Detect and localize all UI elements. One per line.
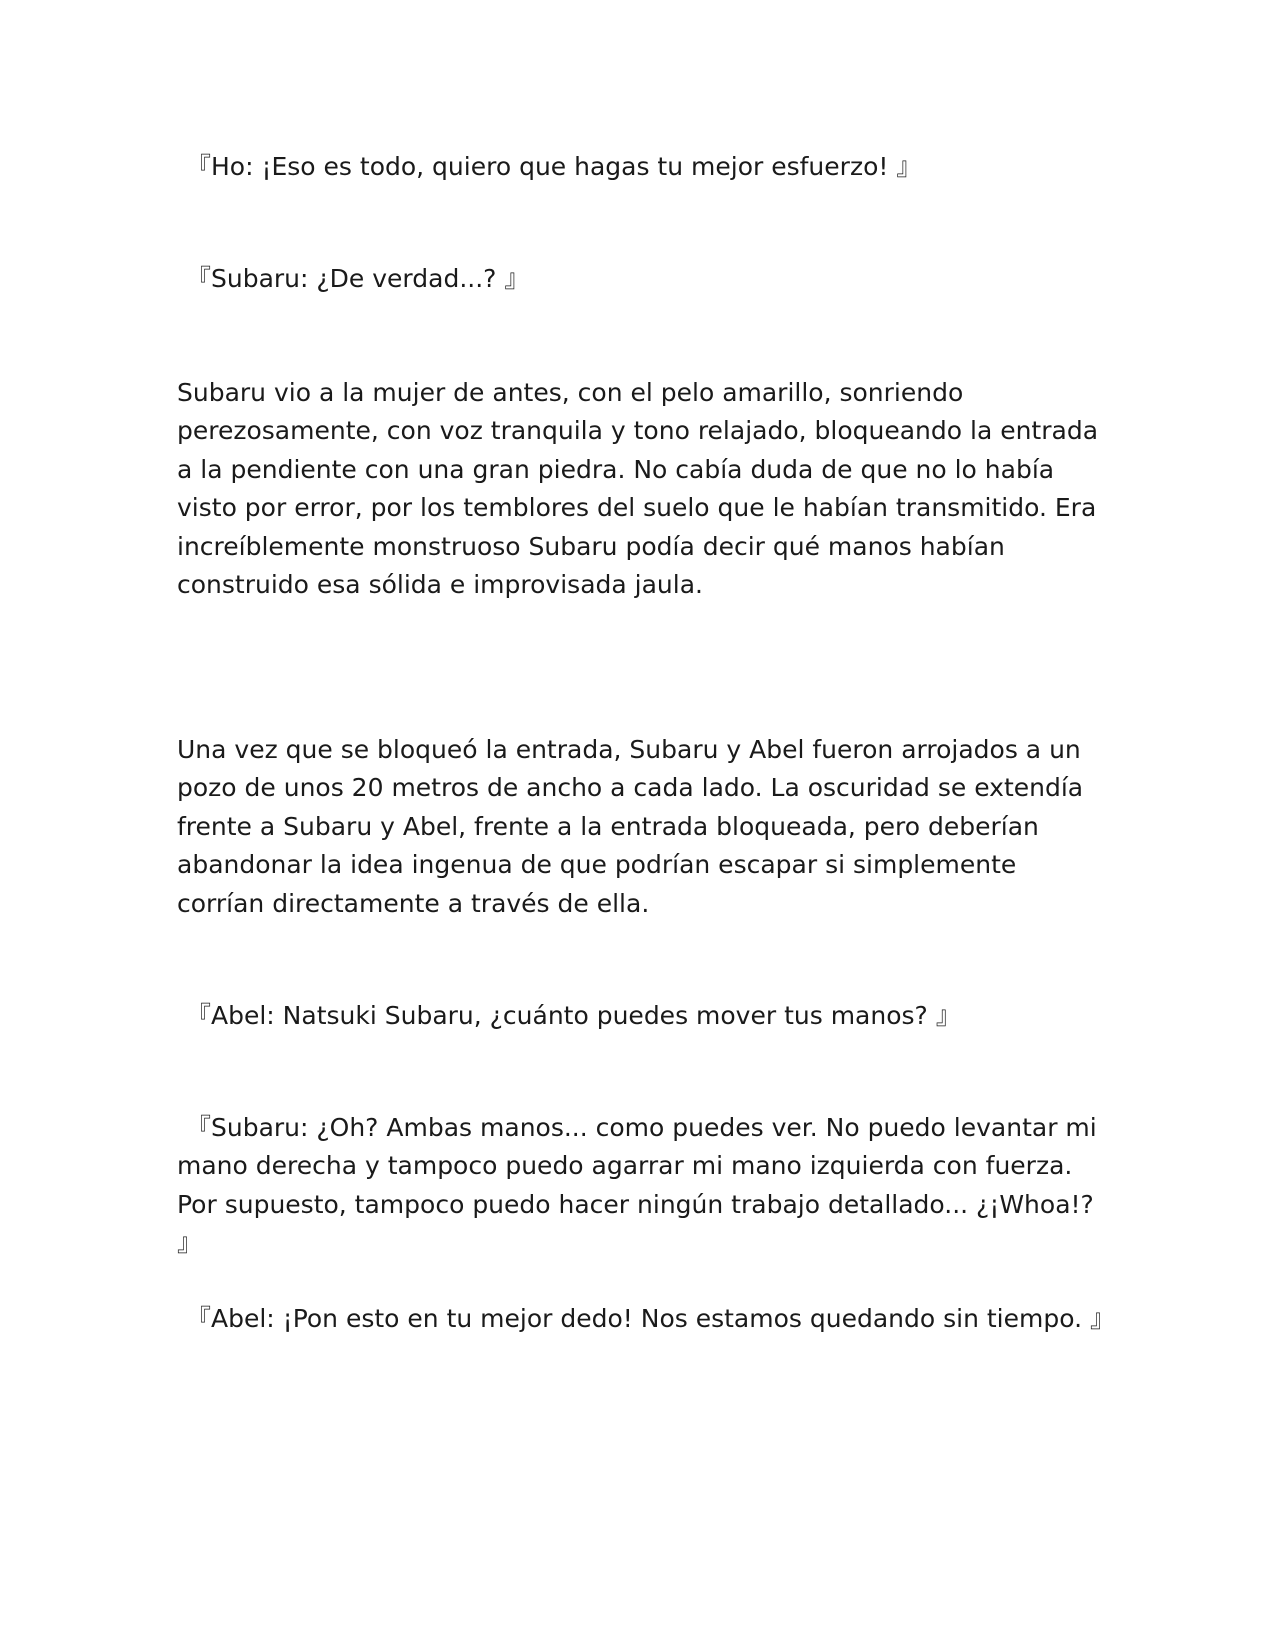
dialogue-abel-1: 『Abel: Natsuki Subaru, ¿cuánto puedes mover tus manos? 』 bbox=[186, 1001, 961, 1030]
narration-paragraph-1: Subaru vio a la mujer de antes, con el pelo amarillo, sonriendo perezosamente, con voz tranquila y tono relajado, bloqueando la entrada a la pendiente con una gran piedra. No cabía duda de que no lo había visto por error, por los temblores del suelo que le habían transmitido. Era increíblemente monstruoso Subaru podía decir qué manos habían construido esa sólida e improvisada jaula. bbox=[177, 378, 1099, 600]
dialogue-subaru-2: 『Subaru: ¿Oh? Ambas manos... como puedes ver. No puedo levantar mi mano derecha y tampoco puedo agarrar mi mano izquierda con fuerza. Por supuesto, tampoco puedo hacer ningún trabajo detallado... ¿¡Whoa!? 』 bbox=[177, 1113, 1097, 1258]
dialogue-subaru-1: 『Subaru: ¿De verdad...? 』 bbox=[186, 264, 530, 293]
narration-paragraph-2: Una vez que se bloqueó la entrada, Subaru y Abel fueron arrojados a un pozo de unos 20 metros de ancho a cada lado. La oscuridad se extendía frente a Subaru y Abel, frente a la entrada bloqueada, pero deberían abandonar la idea ingenua de que podrían escapar si simplemente corrían directamente a través de ella. bbox=[177, 735, 1084, 918]
dialogue-abel-2: 『Abel: ¡Pon esto en tu mejor dedo! Nos estamos quedando sin tiempo. 』 bbox=[186, 1304, 1115, 1333]
dialogue-ho: 『Ho: ¡Eso es todo, quiero que hagas tu mejor esfuerzo! 』 bbox=[186, 152, 922, 181]
